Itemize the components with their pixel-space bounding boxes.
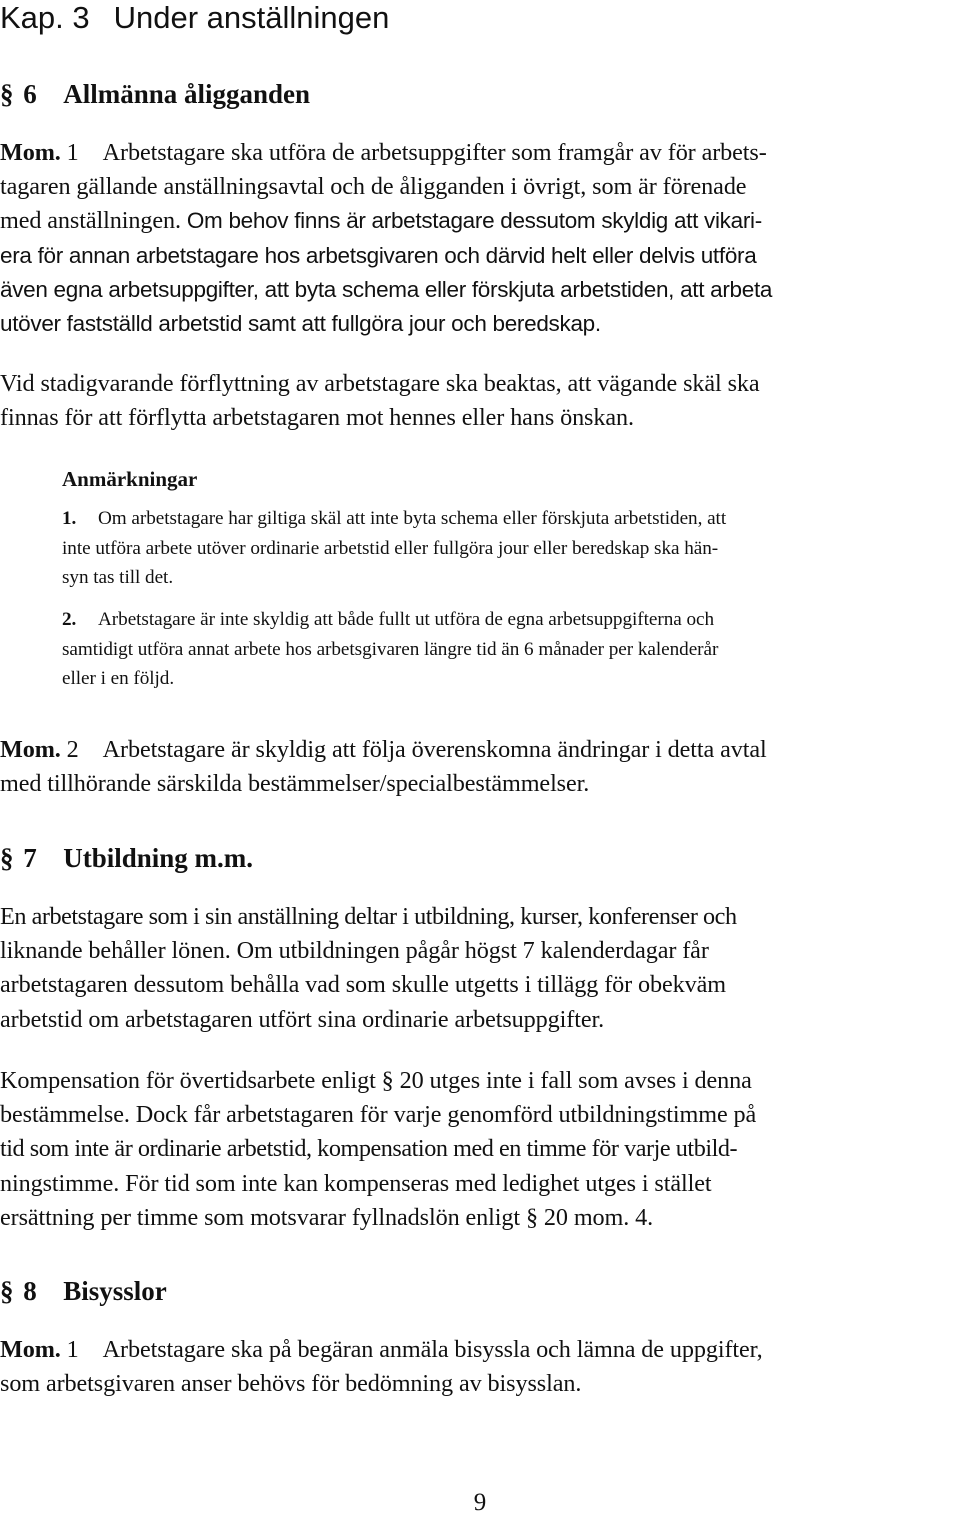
text-run: Arbetstagare ska på begäran anmäla bisyssla och lämna de uppgifter,: [102, 1336, 763, 1363]
text-line: som arbetsgivaren anser behövs för bedömning av bisysslan.: [0, 1370, 582, 1398]
text-line: finnas för att förflytta arbetstagaren mot hennes eller hans önskan.: [0, 404, 634, 432]
text-line: tid som inte är ordinarie arbetstid, kompensation med en timme för varje utbild-: [0, 1135, 738, 1163]
section-heading-8: [0, 1275, 958, 1307]
chapter-heading: [0, 0, 958, 36]
text-line: liknande behåller lönen. Om utbildningen pågår högst 7 kalenderdagar får: [0, 937, 709, 965]
education-paragraph-1: [0, 900, 958, 1037]
mom-number: 1: [66, 1336, 79, 1363]
text-line: även egna arbetsuppgifter, att byta schema eller förskjuta arbetstiden, att arbeta: [0, 276, 773, 302]
text-line: arbetstagaren dessutom behålla vad som skulle utgetts i tillägg för obekväm: [0, 971, 727, 999]
section-number: 7: [23, 843, 37, 873]
section-symbol: §: [0, 79, 14, 109]
text-line: Kompensation för övertidsarbete enligt § 20 utges inte i fall som avses i denna: [0, 1067, 752, 1094]
section-symbol: §: [0, 1276, 14, 1306]
mom-1-paragraph: [0, 136, 958, 341]
text-run: Om arbetstagare har giltiga skäl att inte byta schema eller förskjuta arbetstiden, att: [98, 508, 727, 529]
section-number: 8: [23, 1276, 37, 1306]
text-line: eller i en följd.: [62, 668, 175, 689]
mom-number: 1: [66, 139, 79, 166]
text-line: arbetstid om arbetstagaren utfört sina ordinarie arbetsuppgifter.: [0, 1005, 605, 1033]
text-run-sans: Om behov finns är arbetstagare dessutom skyldig att vikari-: [186, 208, 762, 234]
text-line: tagaren gällande anställningsavtal och de åligganden i övrigt, som är förenade: [0, 173, 747, 201]
text-line: [62, 504, 958, 534]
education-paragraph-2: [0, 1064, 958, 1235]
page-number: 9: [473, 1489, 487, 1516]
bisyssla-paragraph: [0, 1333, 958, 1401]
notes-heading: Anmärkningar: [62, 467, 198, 491]
section-number: 6: [23, 79, 37, 109]
text-line: [62, 605, 958, 635]
mom-label: Mom.: [0, 139, 61, 166]
mom-label: Mom.: [0, 1336, 61, 1363]
note-2: [62, 605, 958, 694]
text-line: bestämmelse. Dock får arbetstagaren för varje genomförd utbildningstimme på: [0, 1101, 757, 1129]
text-line: era för annan arbetstagare hos arbetsgivaren och därvid helt eller delvis utföra: [0, 242, 757, 268]
transfer-paragraph: [0, 367, 958, 435]
text-line: inte utföra arbete utöver ordinarie arbetstid eller fullgöra jour eller beredskap ska hän-: [62, 537, 719, 559]
text-run: Arbetstagare är inte skyldig att både fullt ut utföra de egna arbetsuppgifterna och: [98, 609, 715, 630]
text-line: [0, 733, 958, 767]
text-line: samtidigt utföra annat arbete hos arbetsgivaren längre tid än 6 månader per kalenderår: [62, 638, 719, 660]
text-line: ningstimme. För tid som inte kan kompenseras med ledighet utges i stället: [0, 1169, 712, 1197]
text-line: [0, 1333, 958, 1367]
text-run: Arbetstagare är skyldig att följa överenskomna ändringar i detta avtal: [102, 736, 767, 763]
note-1: [62, 504, 958, 593]
section-title: Allmänna åligganden: [63, 79, 311, 109]
text-line: ersättning per timme som motsvarar fyllnadslön enligt § 20 mom. 4.: [0, 1203, 654, 1231]
text-line: med tillhörande särskilda bestämmelser/specialbestämmelser.: [0, 770, 590, 798]
text-line: En arbetstagare som i sin anställning deltar i utbildning, kurser, konferenser och: [0, 903, 737, 930]
section-title: Bisysslor: [63, 1276, 167, 1306]
mom-number: 2: [66, 736, 79, 763]
section-symbol: §: [0, 843, 14, 873]
chapter-label: Kap. 3: [0, 0, 90, 35]
text-run: Arbetstagare ska utföra de arbetsuppgifter som framgår av för arbets-: [102, 139, 767, 166]
note-number: 1.: [62, 508, 77, 529]
mom-label: Mom.: [0, 736, 61, 763]
text-line: syn tas till det.: [62, 567, 174, 588]
text-line: utöver fastställd arbetstid samt att fullgöra jour och beredskap.: [0, 311, 601, 337]
text-line: [0, 136, 958, 170]
section-heading-7: [0, 842, 958, 874]
section-heading-6: [0, 78, 958, 110]
mom-2-paragraph: [0, 733, 958, 801]
text-line: [0, 204, 958, 238]
chapter-title: Under anställningen: [113, 0, 390, 35]
note-number: 2.: [62, 609, 77, 630]
section-title: Utbildning m.m.: [63, 843, 254, 873]
text-line: Vid stadigvarande förflyttning av arbetstagare ska beaktas, att vägande skäl ska: [0, 370, 760, 397]
text-run: med anställningen.: [0, 207, 181, 235]
